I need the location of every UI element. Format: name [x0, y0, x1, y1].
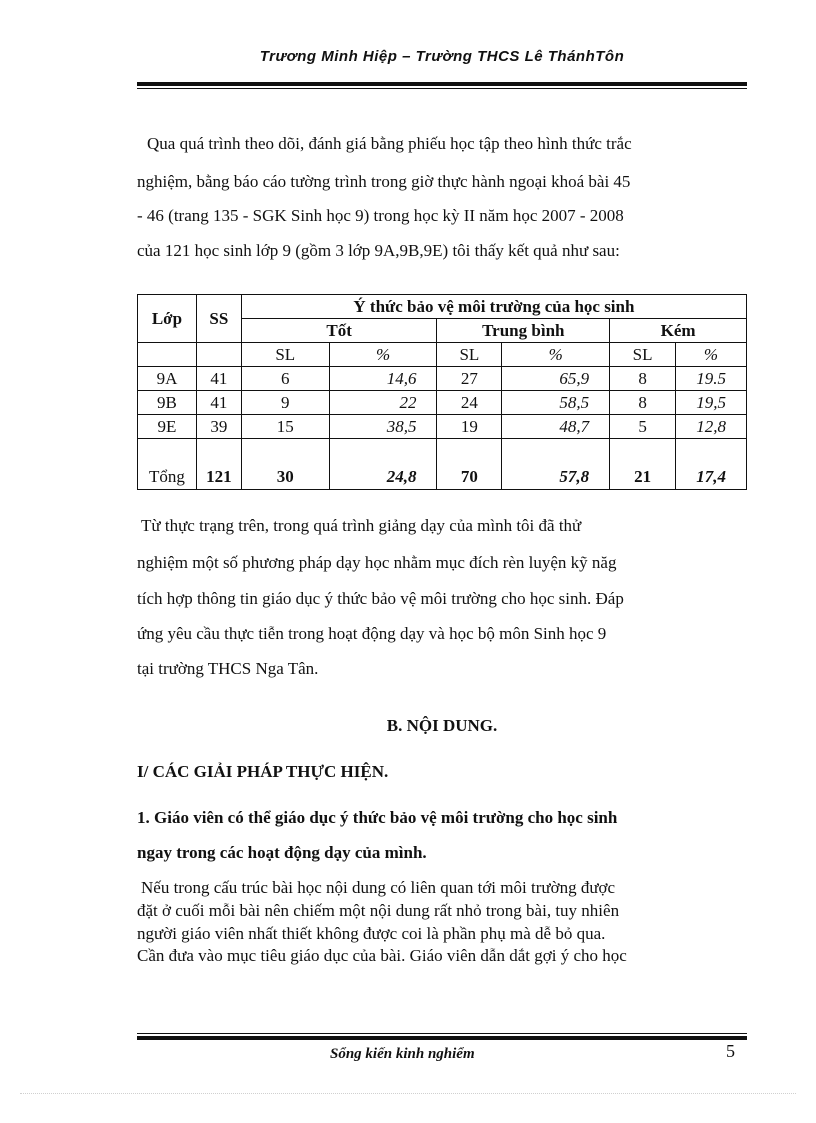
page-footer: Sổng kiến kinh nghiểm	[330, 1046, 475, 1062]
body-line: tích hợp thông tin giáo dục ý thức bảo vệ môi trường cho học sinh. Đáp	[137, 589, 624, 608]
sub-pct: %	[329, 343, 437, 367]
cell-tb-sl: 19	[437, 415, 502, 439]
cell-tot-pct: 38,5	[329, 415, 437, 439]
cell-tot-sl: 9	[241, 391, 329, 415]
body-line: Cần đưa vào mục tiêu giáo dục của bài. Giáo viên dẫn dắt gợi ý cho học	[137, 946, 627, 965]
empty-cell	[138, 343, 197, 367]
cell-tot-sl: 30	[241, 439, 329, 490]
cell-kem-pct: 19,5	[676, 391, 747, 415]
footer-rule	[137, 1036, 747, 1040]
table-row	[138, 391, 747, 415]
intro-line: nghiệm, bằng báo cáo tường trình trong giờ thực hành ngoại khoá bài 45	[137, 172, 631, 191]
cell-tb-pct: 48,7	[502, 415, 610, 439]
cell-ss: 41	[196, 367, 241, 391]
page-number: 5	[726, 1041, 735, 1061]
body-line: Nếu trong cấu trúc bài học nội dung có liên quan tới môi trường được	[141, 878, 616, 897]
cell-kem-pct: 17,4	[676, 439, 747, 490]
col-lop-header: Lớp	[138, 295, 197, 343]
table-total-row	[138, 439, 747, 490]
header-rule-thin	[137, 88, 747, 89]
level-tot: Tốt	[241, 319, 437, 343]
cell-tot-pct: 24,8	[329, 439, 437, 490]
intro-line: của 121 học sinh lớp 9 (gồm 3 lớp 9A,9B,9E) tôi thấy kết quả như sau:	[137, 241, 620, 260]
body-line: tại trường THCS Nga Tân.	[137, 659, 319, 678]
table-row	[138, 367, 747, 391]
cell-tot-sl: 6	[241, 367, 329, 391]
page-edge-dots	[20, 1093, 796, 1094]
level-trung-binh: Trung bình	[437, 319, 610, 343]
section-i-heading: I/ CÁC GIẢI PHÁP THỰC HIỆN.	[137, 762, 389, 781]
cell-kem-sl: 8	[610, 367, 676, 391]
body-line: nghiệm một số phương pháp dạy học nhằm mục đích rèn luyện kỹ năg	[137, 553, 617, 572]
sub-pct: %	[502, 343, 610, 367]
header-rule	[137, 82, 747, 86]
body-line: người giáo viên nhất thiết không được coi là phần phụ mà dễ bỏ qua.	[137, 924, 606, 943]
cell-tot-pct: 14,6	[329, 367, 437, 391]
level-kem: Kém	[610, 319, 747, 343]
body-line: đặt ở cuối mỗi bài nên chiếm một nội dung rất nhỏ trong bài, tuy nhiên	[137, 901, 620, 920]
col-ss-header: SS	[196, 295, 241, 343]
cell-kem-sl: 5	[610, 415, 676, 439]
cell-ss: 121	[196, 439, 241, 490]
page-header: Trương Minh Hiệp – Trường THCS Lê ThánhTôn	[259, 48, 625, 65]
cell-tb-sl: 27	[437, 367, 502, 391]
table-row	[138, 415, 747, 439]
cell-kem-sl: 21	[610, 439, 676, 490]
cell-ss: 41	[196, 391, 241, 415]
sub-sl: SL	[610, 343, 676, 367]
cell-lop: 9E	[138, 415, 197, 439]
footer-rule-thin	[137, 1033, 747, 1034]
cell-kem-sl: 8	[610, 391, 676, 415]
body-line: ứng yêu cầu thực tiễn trong hoạt động dạy và học bộ môn Sinh học 9	[137, 624, 607, 643]
cell-lop: Tổng	[138, 439, 197, 490]
intro-line: Qua quá trình theo dõi, đánh giá bằng phiếu học tập theo hình thức trắc	[147, 134, 632, 153]
environment-awareness-table	[137, 294, 747, 490]
cell-ss: 39	[196, 415, 241, 439]
sub-sl: SL	[241, 343, 329, 367]
cell-kem-pct: 19.5	[676, 367, 747, 391]
section-b-heading: B. NỘI DUNG.	[386, 716, 498, 735]
cell-lop: 9B	[138, 391, 197, 415]
body-line: Từ thực trạng trên, trong quá trình giảng dạy của mình tôi đã thử	[141, 516, 582, 535]
cell-tb-sl: 24	[437, 391, 502, 415]
solution-1-heading: ngay trong các hoạt động dạy của mình.	[137, 843, 427, 862]
cell-lop: 9A	[138, 367, 197, 391]
cell-tb-pct: 65,9	[502, 367, 610, 391]
cell-tot-sl: 15	[241, 415, 329, 439]
cell-tb-pct: 57,8	[502, 439, 610, 490]
sub-pct: %	[676, 343, 747, 367]
cell-tot-pct: 22	[329, 391, 437, 415]
cell-kem-pct: 12,8	[676, 415, 747, 439]
cell-tb-pct: 58,5	[502, 391, 610, 415]
cell-tb-sl: 70	[437, 439, 502, 490]
intro-line: - 46 (trang 135 - SGK Sinh học 9) trong học kỳ II năm học 2007 - 2008	[137, 206, 624, 225]
sub-sl: SL	[437, 343, 502, 367]
group-title: Ý thức bảo vệ môi trường của học sinh	[241, 295, 746, 319]
empty-cell	[196, 343, 241, 367]
solution-1-heading: 1. Giáo viên có thể giáo dục ý thức bảo vệ môi trường cho học sinh	[137, 808, 618, 827]
